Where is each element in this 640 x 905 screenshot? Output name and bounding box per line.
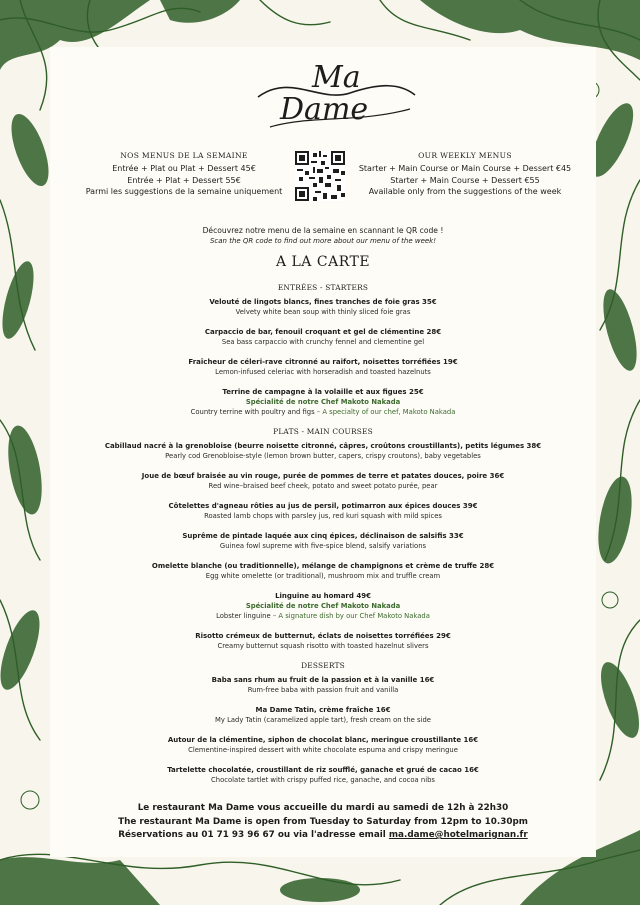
chef-specialty-note: – A signature dish by our Chef Makoto Nakada — [270, 612, 430, 620]
dish-item — [50, 441, 596, 461]
dish-item — [50, 591, 596, 621]
dish-name: Cabillaud nacré à la grenobloise (beurre noisette citronné, câpres, croûtons croustillants), petits légumes 38€ — [104, 442, 542, 450]
dish-item — [50, 297, 596, 317]
menu-sheet — [50, 47, 596, 857]
opening-hours-fr: Le restaurant Ma Dame vous accueille du mardi au samedi de 12h à 22h30 — [137, 803, 509, 813]
weekly-menus-fr-line: Parmi les suggestions de la semaine uniquement — [85, 187, 283, 196]
mains-section-title: PLATS - MAIN COURSES — [273, 427, 373, 436]
dish-description — [50, 407, 596, 417]
dish-item — [50, 631, 596, 651]
dish-description: Rum-free baba with passion fruit and vanilla — [247, 686, 399, 694]
dish-item — [50, 327, 596, 347]
weekly-menus-en-line: Starter + Main Course or Main Course + Dessert €45 — [358, 164, 572, 173]
dish-name: Linguine au homard 49€ — [275, 592, 371, 600]
dish-description: Lemon-infused celeriac with horseradish and toasted hazelnuts — [215, 368, 431, 376]
opening-info — [50, 802, 596, 843]
dish-name: Suprême de pintade laquée aux cinq épices, déclinaison de salsifis 33€ — [182, 532, 464, 540]
chef-specialty-label: Spécialité de notre Chef Makoto Nakada — [245, 602, 401, 610]
chef-specialty-label: Spécialité de notre Chef Makoto Nakada — [245, 398, 401, 406]
dish-description: My Lady Tatin (caramelized apple tart), fresh cream on the side — [215, 716, 431, 724]
weekly-menus-fr-line: Entrée + Plat ou Plat + Dessert 45€ — [112, 164, 256, 173]
ma-dame-logo — [250, 53, 420, 129]
reservation-line — [50, 829, 596, 843]
dish-name: Joue de bœuf braisée au vin rouge, purée de pommes de terre et patates douces, poire 36€ — [141, 472, 505, 480]
dish-description: Chocolate tartlet with crispy puffed rice, ganache, and cocoa nibs — [211, 776, 435, 784]
svg-text:Ma: Ma — [312, 60, 361, 95]
weekly-menus-en — [350, 151, 580, 198]
dish-name: Velouté de lingots blancs, fines tranches de foie gras 35€ — [209, 298, 437, 306]
opening-hours-en: The restaurant Ma Dame is open from Tuesday to Saturday from 12pm to 10.30pm — [118, 816, 528, 827]
dish-description: Creamy butternut squash risotto with toasted hazelnut slivers — [217, 642, 429, 650]
reservation-phone: Réservations au 01 71 93 96 67 ou via l'adresse email — [118, 830, 389, 840]
dish-item — [50, 735, 596, 755]
dish-item — [50, 357, 596, 377]
starters-section-title: ENTRÉES - STARTERS — [277, 283, 369, 292]
dish-item — [50, 765, 596, 785]
dish-item — [50, 501, 596, 521]
qr-invitation-fr: Découvrez notre menu de la semaine en scannant le QR code ! — [202, 226, 444, 235]
dish-name: Tartelette chocolatée, croustillant de riz soufflé, ganache et grué de cacao 16€ — [167, 766, 479, 774]
dish-name: Carpaccio de bar, fenouil croquant et gel de clémentine 28€ — [204, 328, 442, 336]
reservation-email-link[interactable]: ma.dame@hotelmarignan.fr — [388, 830, 528, 840]
dish-description: Egg white omelette (or traditional), mushroom mix and truffle cream — [205, 572, 441, 580]
dish-description: Sea bass carpaccio with crunchy fennel and clementine gel — [221, 338, 425, 346]
weekly-menus-fr-line: Entrée + Plat + Dessert 55€ — [127, 175, 241, 185]
chef-specialty-note: – A specialty of our chef, Makoto Nakada — [314, 408, 456, 416]
a-la-carte-title: A LA CARTE — [275, 254, 371, 270]
dish-name: Côtelettes d'agneau rôties au jus de persil, potimarron aux épices douces 39€ — [168, 502, 478, 510]
dish-description: Red wine–braised beef cheek, potato and sweet potato purée, pear — [208, 482, 438, 490]
weekly-menus-fr — [74, 151, 294, 198]
dish-description-text: Lobster linguine — [216, 612, 271, 620]
dish-description — [50, 611, 596, 621]
qr-invitation — [50, 226, 596, 245]
weekly-menus-en-line: Starter + Main Course + Dessert €55 — [390, 175, 540, 185]
dish-name: Autour de la clémentine, siphon de chocolat blanc, meringue croustillante 16€ — [167, 736, 479, 744]
qr-code-icon[interactable] — [295, 151, 345, 201]
dish-name: Baba sans rhum au fruit de la passion et à la vanille 16€ — [211, 676, 435, 684]
dish-description: Clementine-inspired dessert with white chocolate espuma and crispy meringue — [188, 746, 458, 754]
dish-item — [50, 471, 596, 491]
dish-item — [50, 387, 596, 417]
dish-name: Risotto crémeux de butternut, éclats de noisettes torréfiées 29€ — [195, 632, 451, 640]
dish-description: Roasted lamb chops with parsley jus, red kuri squash with mild spices — [204, 512, 442, 520]
dish-item — [50, 705, 596, 725]
dish-item — [50, 561, 596, 581]
dish-description: Guinea fowl supreme with five-spice blend, salsify variations — [219, 542, 427, 550]
dish-name: Fraîcheur de céleri-rave citronné au raifort, noisettes torréfiées 19€ — [188, 358, 458, 366]
dish-name: Terrine de campagne à la volaille et aux figues 25€ — [222, 388, 424, 396]
dish-name: Omelette blanche (ou traditionnelle), mélange de champignons et crème de truffe 28€ — [151, 562, 495, 570]
qr-invitation-en: Scan the QR code to find out more about our menu of the week! — [209, 237, 437, 245]
dish-item — [50, 675, 596, 695]
dish-item — [50, 531, 596, 551]
desserts-section-title: DESSERTS — [301, 661, 345, 670]
weekly-menus-en-line: Available only from the suggestions of the week — [368, 187, 562, 196]
dish-description: Velvety white bean soup with thinly sliced foie gras — [235, 308, 411, 316]
svg-text:Dame: Dame — [280, 92, 369, 127]
dish-description-text: Country terrine with poultry and figs — [190, 408, 315, 416]
dish-description: Pearly cod Grenobloise-style (lemon brown butter, capers, crispy croutons), baby vegetables — [165, 452, 481, 460]
dish-name: Ma Dame Tatin, crème fraîche 16€ — [255, 706, 391, 714]
weekly-menus-en-title: OUR WEEKLY MENUS — [418, 151, 512, 160]
weekly-menus-fr-title: NOS MENUS DE LA SEMAINE — [120, 151, 248, 160]
